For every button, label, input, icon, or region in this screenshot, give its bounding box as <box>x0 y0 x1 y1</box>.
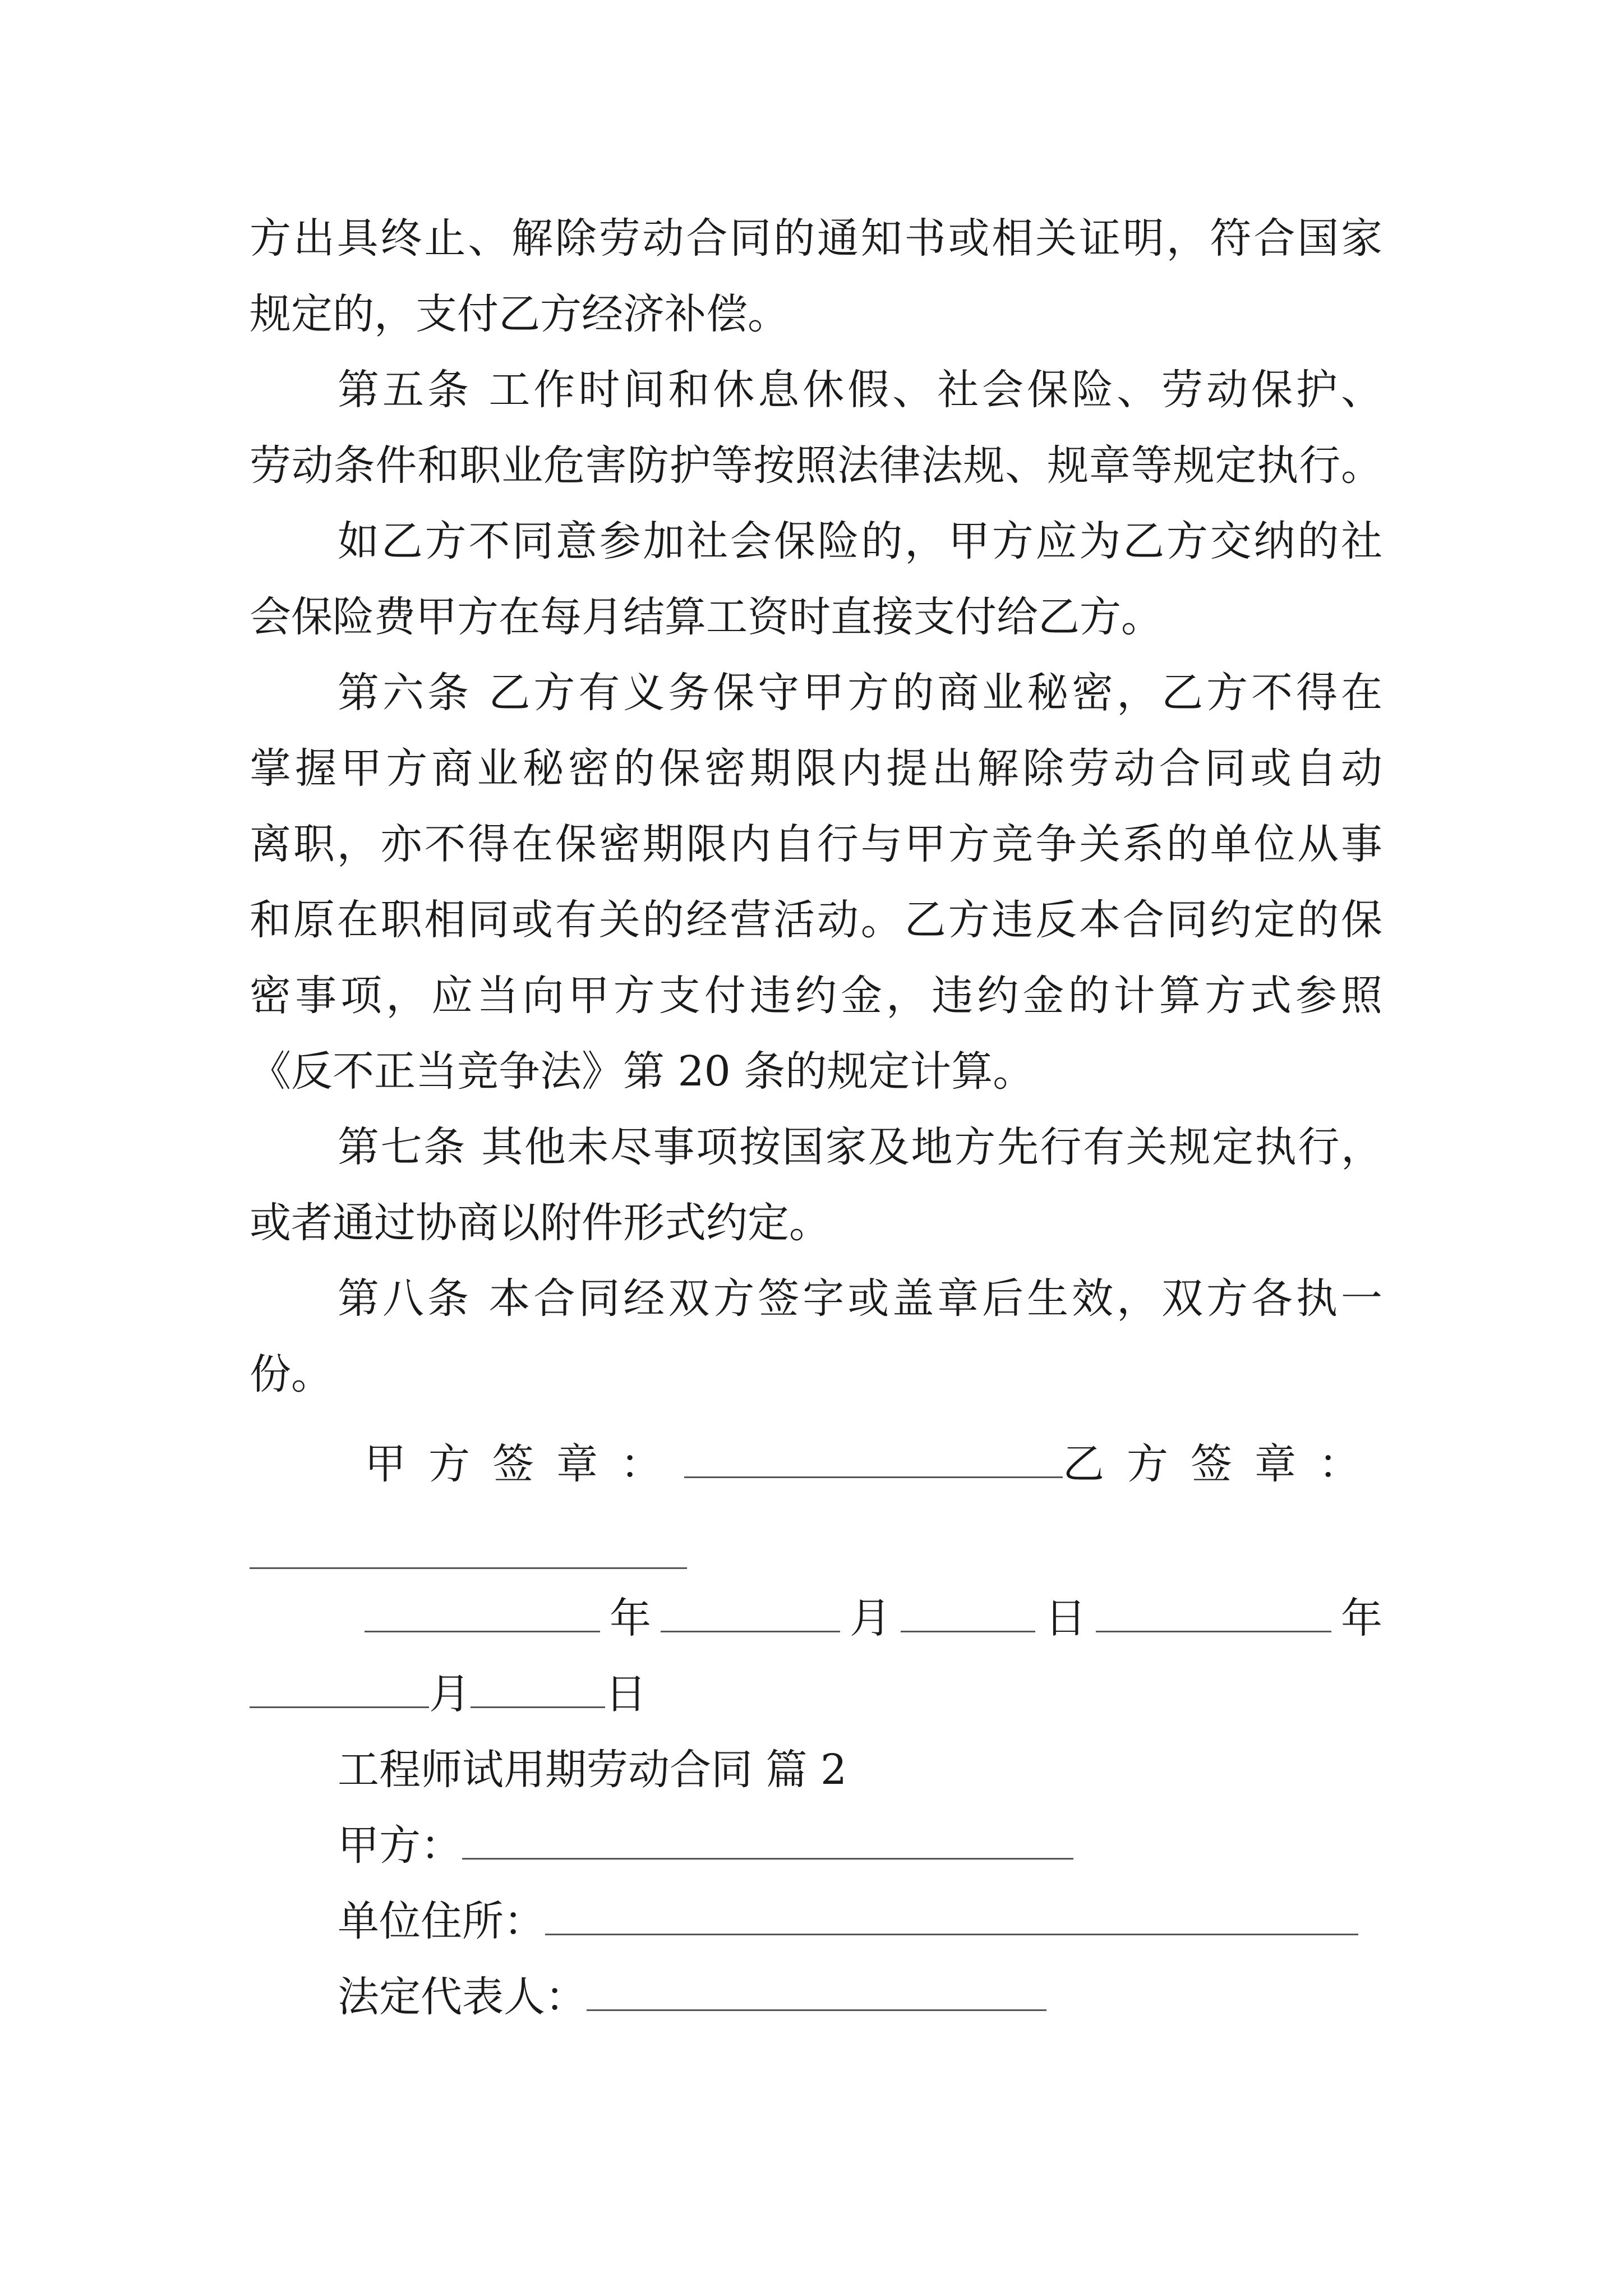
day-char: 日 <box>605 1670 647 1718</box>
signature-row <box>365 1436 1382 1492</box>
party-a-signature-label: 甲方签章： <box>365 1440 684 1488</box>
year-char: 年 <box>1341 1594 1382 1642</box>
party-b-month-blank[interactable] <box>250 1671 429 1708</box>
address-field[interactable] <box>545 1898 1358 1935</box>
party-a-year-blank[interactable] <box>365 1595 600 1632</box>
party-b-year-blank[interactable] <box>1096 1595 1331 1632</box>
article-6-line: 第六条 乙方有义务保守甲方的商业秘密，乙方不得在 <box>338 669 1382 717</box>
article-6-line: 和原在职相同或有关的经营活动。乙方违反本合同约定的保 <box>250 896 1382 944</box>
party-b-signature-blank[interactable] <box>250 1531 687 1569</box>
party-a-day-blank[interactable] <box>901 1595 1035 1632</box>
paragraph-line: 规定的，支付乙方经济补偿。 <box>250 290 789 338</box>
legal-rep-label: 法定代表人： <box>338 1973 587 2021</box>
article-8-line: 份。 <box>250 1350 333 1398</box>
party-a-month-blank[interactable] <box>661 1595 840 1632</box>
paragraph-line: 方出具终止、解除劳动合同的通知书或相关证明，符合国家 <box>250 214 1382 263</box>
party-a-label: 甲方： <box>338 1821 462 1870</box>
article-5-line: 劳动条件和职业危害防护等按照法律法规、规章等规定执行。 <box>250 441 1382 490</box>
insurance-paragraph-line: 如乙方不同意参加社会保险的，甲方应为乙方交纳的社 <box>338 517 1382 565</box>
month-char: 月 <box>850 1594 891 1642</box>
day-char: 日 <box>1045 1594 1086 1642</box>
party-b-day-blank[interactable] <box>471 1671 605 1708</box>
year-char: 年 <box>610 1594 651 1642</box>
party-a-signature-blank[interactable] <box>684 1441 1063 1478</box>
article-8-line: 第八条 本合同经双方签字或盖章后生效，双方各执一 <box>338 1274 1382 1323</box>
insurance-paragraph-line: 会保险费甲方在每月结算工资时直接支付给乙方。 <box>250 593 1163 641</box>
article-6-line: 密事项，应当向甲方支付违约金，违约金的计算方式参照 <box>250 972 1382 1020</box>
article-7-line: 第七条 其他未尽事项按国家及地方先行有关规定执行， <box>338 1123 1382 1171</box>
address-label: 单位住所： <box>338 1897 545 1945</box>
article-6-line: 《反不正当竞争法》第 20 条的规定计算。 <box>250 1047 1035 1096</box>
article-5-line: 第五条 工作时间和休息休假、社会保险、劳动保护、 <box>338 366 1382 414</box>
party-a-row <box>338 1818 1073 1874</box>
month-char: 月 <box>429 1670 471 1718</box>
section-2-title: 工程师试用期劳动合同 篇 2 <box>338 1746 847 1794</box>
party-b-signature-label: 乙方签章： <box>1063 1440 1382 1488</box>
article-6-line: 离职，亦不得在保密期限内自行与甲方竞争关系的单位从事 <box>250 820 1382 868</box>
article-7-line: 或者通过协商以附件形式约定。 <box>250 1199 831 1247</box>
date-row <box>365 1590 1382 1646</box>
article-6-line: 掌握甲方商业秘密的保密期限内提出解除劳动合同或自动 <box>250 744 1382 793</box>
legal-rep-field[interactable] <box>587 1973 1046 2011</box>
party-a-name-field[interactable] <box>462 1822 1073 1860</box>
legal-rep-row <box>338 1969 1046 2025</box>
address-row <box>338 1893 1358 1949</box>
date-row-continued <box>250 1666 647 1722</box>
